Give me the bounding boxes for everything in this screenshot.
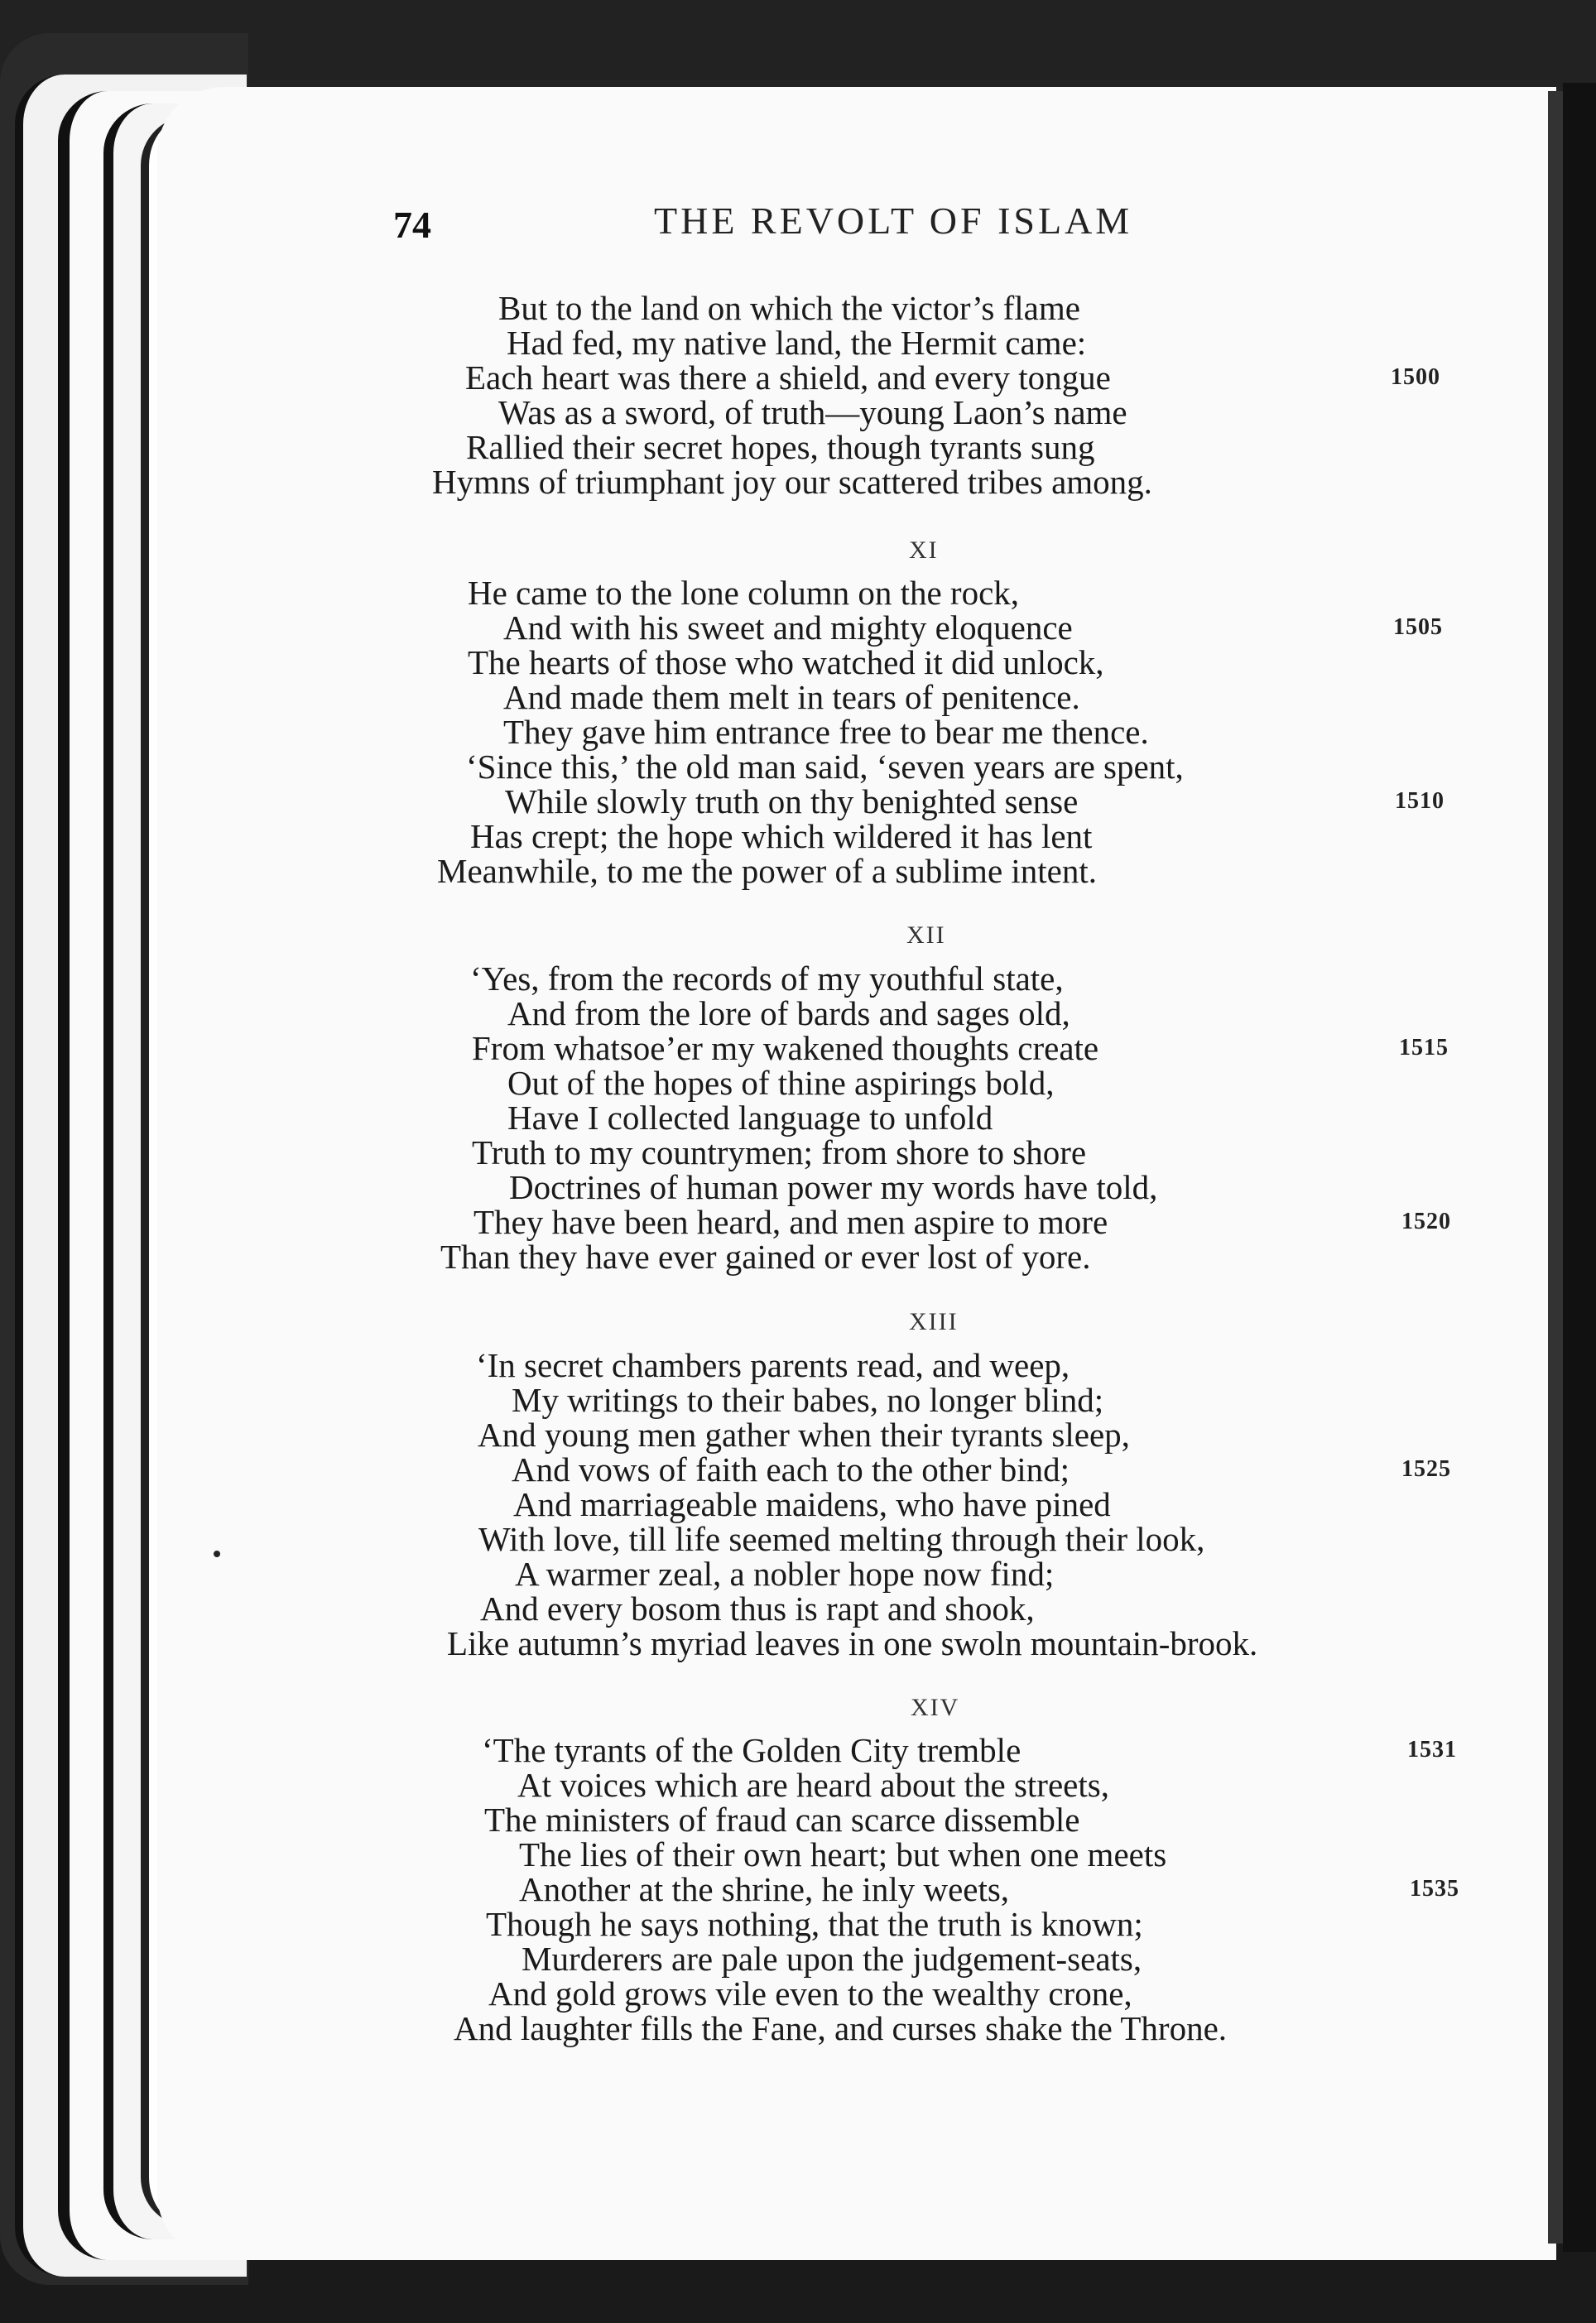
poem-line: ‘The tyrants of the Golden City tremble [482,1731,1022,1769]
poem-line: The ministers of fraud can scarce dissemble [484,1801,1080,1839]
poem-line: ‘Yes, from the records of my youthful state, [470,960,1064,998]
line-number: 1510 [1395,788,1445,814]
poem-line: But to the land on which the victor’s flame [498,289,1080,327]
poem-line: Has crept; the hope which wildered it has lent [470,817,1093,855]
stanza-number: XII [906,921,946,949]
poem-line: While slowly truth on thy benighted sense [505,782,1079,820]
poem-line: Hymns of triumphant joy our scattered tribes among. [432,463,1152,501]
poem-line: A warmer zeal, a nobler hope now find; [515,1555,1055,1593]
poem-line: And laughter fills the Fane, and curses shake the Throne. [454,2009,1228,2047]
scan-speck [214,1551,220,1557]
poem-line: ‘In secret chambers parents read, and weep, [476,1346,1070,1384]
line-number: 1535 [1410,1876,1459,1902]
poem-line: He came to the lone column on the rock, [468,574,1020,612]
poem-line: The hearts of those who watched it did unlock, [468,643,1104,681]
poem-line: And with his sweet and mighty eloquence [503,608,1073,647]
scan-right-border [1563,83,1596,2252]
line-number: 1505 [1393,614,1443,640]
poem-line: And marriageable maidens, who have pined [513,1485,1111,1523]
stanza-number: XI [909,536,939,564]
line-number: 1500 [1391,364,1440,390]
poem-line: And from the lore of bards and sages old, [507,994,1070,1032]
poem-line: And gold grows vile even to the wealthy crone, [488,1974,1132,2013]
poem-line: They gave him entrance free to bear me thence. [503,713,1149,751]
poem-line: And every bosom thus is rapt and shook, [480,1590,1035,1628]
poem-line: Meanwhile, to me the power of a sublime intent. [437,852,1098,890]
page-gutter-shadow [1548,91,1563,2244]
poem-line: ‘Since this,’ the old man said, ‘seven years are spent, [466,748,1184,786]
poem-line: Another at the shrine, he inly weets, [519,1870,1010,1908]
poem-line: And vows of faith each to the other bind; [512,1450,1070,1489]
page-number: 74 [393,204,431,246]
poem-line: The lies of their own heart; but when one meets [519,1835,1167,1873]
line-number: 1515 [1399,1035,1449,1060]
poem-line: And made them melt in tears of penitence. [503,678,1080,716]
poem-line: Out of the hopes of thine aspirings bold, [507,1064,1055,1102]
poem-line: With love, till life seemed melting through their look, [478,1520,1205,1558]
poem-line: Like autumn’s myriad leaves in one swoln mountain-brook. [447,1624,1258,1662]
poem-line: Have I collected language to unfold [507,1099,993,1137]
poem-line: Was as a sword, of truth—young Laon’s name [498,393,1127,431]
line-number: 1525 [1401,1456,1451,1482]
poem-line: Had fed, my native land, the Hermit came: [507,324,1087,362]
poem-line: Doctrines of human power my words have told, [509,1168,1158,1206]
poem-line: They have been heard, and men aspire to more [474,1203,1108,1241]
poem-line: Murderers are pale upon the judgement-seats, [522,1940,1142,1978]
poem-line: Each heart was there a shield, and every tongue [465,358,1111,397]
poem-line: My writings to their babes, no longer blind; [512,1381,1104,1419]
poem-line: And young men gather when their tyrants sleep, [478,1416,1130,1454]
stanza-number: XIV [911,1694,960,1721]
running-head: THE REVOLT OF ISLAM [654,200,1133,242]
poem-line: Rallied their secret hopes, though tyrants sung [466,428,1095,466]
line-number: 1531 [1407,1737,1457,1763]
poem-line: Than they have ever gained or ever lost of yore. [440,1238,1091,1276]
line-number: 1520 [1401,1209,1451,1234]
poem-line: At voices which are heard about the streets, [517,1766,1109,1804]
stanza-number: XIII [909,1308,959,1335]
poem-line: Though he says nothing, that the truth is known; [486,1905,1143,1943]
poem-line: From whatsoe’er my wakened thoughts create [472,1029,1099,1067]
poem-line: Truth to my countrymen; from shore to shore [472,1133,1087,1171]
